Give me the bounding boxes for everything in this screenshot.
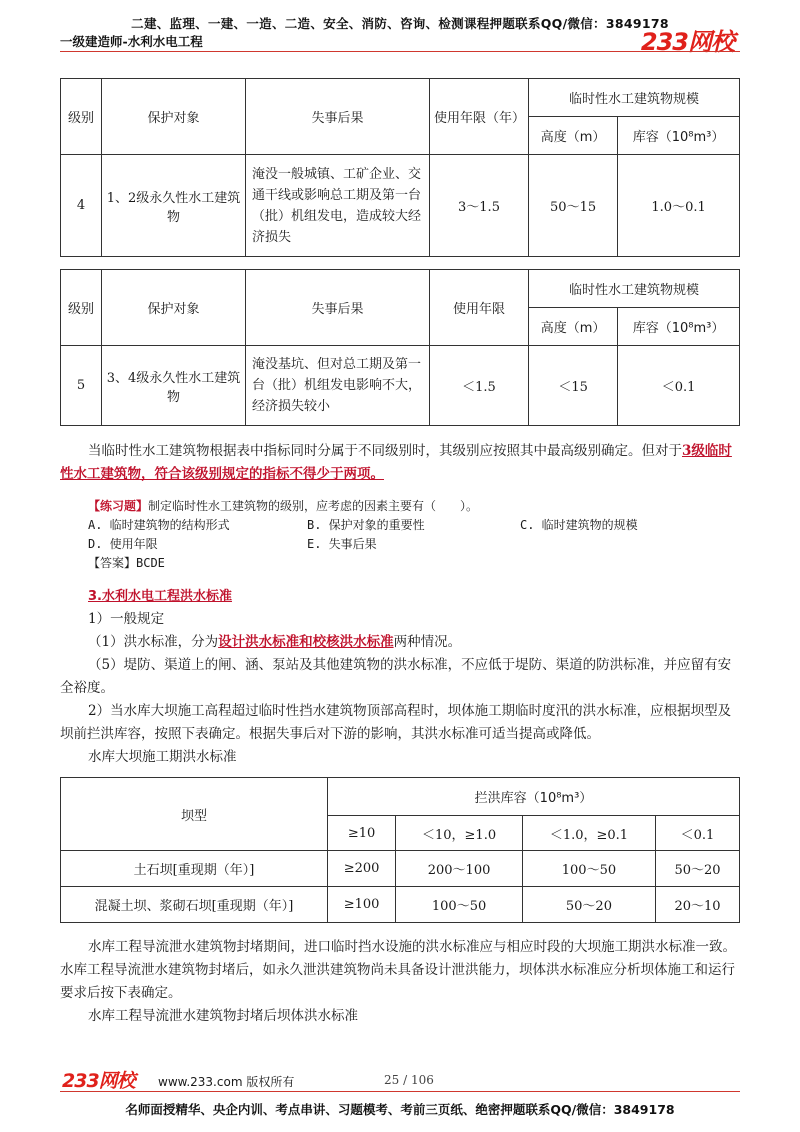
table3-caption: 水库大坝施工期洪水标准 (88, 749, 237, 765)
cell-capacity: 1.0～0.1 (618, 155, 740, 257)
cell-object: 1、2级永久性水工建筑物 (102, 155, 246, 257)
th-consequence: 失事后果 (246, 79, 430, 155)
option-d: D. 使用年限 (88, 537, 158, 551)
flood-standard-paragraph (88, 631, 738, 654)
option-c: C. 临时建筑物的规模 (520, 518, 638, 532)
cell-value: 50～20 (522, 887, 655, 923)
th-level: 级别 (61, 270, 102, 346)
th-object: 保护对象 (102, 270, 246, 346)
flood-standard-end: 两种情况。 (393, 634, 462, 650)
closure-paragraph: 水库工程导流泄水建筑物封堵期间，进口临时挡水设施的洪水标准应与相应时段的大坝施工期洪水标准一致。水库工程导流泄水建筑物封堵后，如永久泄洪建筑物尚未具备设计泄洪能力，坝体洪水标准应分析坝体施工和运行要求后按下表确定。 (60, 939, 736, 1001)
dam-flood-standard-table (60, 777, 740, 923)
th-years: 使用年限 (430, 270, 529, 346)
cell-years: ＜1.5 (430, 346, 529, 426)
level-rule-text: 当临时性水工建筑物根据表中指标同时分属于不同级别时，其级别应按照其中最高级别确定。但对于 (88, 443, 682, 459)
page-number: 25 / 106 (384, 1073, 434, 1087)
section-title: 3.水利水电工程洪水标准 (88, 589, 232, 604)
th-capacity-col: ＜0.1 (655, 816, 739, 851)
th-years: 使用年限（年） (430, 79, 529, 155)
flood-standard-highlight: 设计洪水标准和校核洪水标准 (218, 634, 394, 650)
footer-logo[interactable]: 233网校 (62, 1070, 135, 1092)
cell-height: 50～15 (529, 155, 618, 257)
cell-value: 20～10 (655, 887, 739, 923)
cell-dam-type: 混凝土坝、浆砌石坝[重现期（年）] (61, 887, 328, 923)
cell-dam-type: 土石坝[重现期（年）] (61, 851, 328, 887)
cell-capacity: ＜0.1 (618, 346, 740, 426)
exercise-question-text: 制定临时性水工建筑物的级别，应考虑的因素主要有（ ）。 (148, 499, 479, 513)
th-capacity: 库容（10⁸m³） (618, 308, 740, 346)
th-capacity-col: ＜10，≥1.0 (396, 816, 523, 851)
level-rule-highlight: 3级临时性水工建筑物，符合该级别规定的指标不得少于两项。 (60, 443, 732, 482)
th-scale: 临时性水工建筑物规模 (529, 270, 740, 308)
brand-logo[interactable]: 233网校 (640, 28, 734, 56)
option-e: E. 失事后果 (307, 537, 377, 551)
th-capacity: 库容（10⁸m³） (618, 117, 740, 155)
flood-standard-text: （1）洪水标准，分为 (88, 634, 219, 650)
general-provisions: 1）一般规定 (88, 611, 165, 627)
th-capacity-col: ≥10 (328, 816, 396, 851)
cell-value: ≥100 (328, 887, 396, 923)
th-scale: 临时性水工建筑物规模 (529, 79, 740, 117)
cell-consequence: 淹没一般城镇、工矿企业、交通干线或影响总工期及第一台（批）机组发电，造成较大经济损失 (246, 155, 430, 257)
footer-contact-line: 名师面授精华、央企内训、考点串讲、习题模考、考前三页纸、绝密押题联系QQ/微信：3849178 (125, 1102, 675, 1117)
cell-years: 3～1.5 (430, 155, 529, 257)
footer-copyright: www.233.com 版权所有 (158, 1075, 295, 1089)
cell-consequence: 淹没基坑、但对总工期及第一台（批）机组发电影响不大，经济损失较小 (246, 346, 430, 426)
th-flood-capacity: 拦洪库容（10⁸m³） (328, 778, 740, 816)
th-capacity-col: ＜1.0，≥0.1 (522, 816, 655, 851)
cell-level: 4 (61, 155, 102, 257)
exercise-question (88, 497, 738, 516)
cell-level: 5 (61, 346, 102, 426)
header-contact-line: 二建、监理、一建、一造、二造、安全、消防、咨询、检测课程押题联系QQ/微信：3849178 (131, 16, 669, 31)
th-object: 保护对象 (102, 79, 246, 155)
cell-value: 200～100 (396, 851, 523, 887)
temp-building-table-level-5 (60, 269, 740, 426)
th-consequence: 失事后果 (246, 270, 430, 346)
cell-value: 100～50 (522, 851, 655, 887)
th-height: 高度（m） (529, 308, 618, 346)
cell-value: ≥200 (328, 851, 396, 887)
cell-height: ＜15 (529, 346, 618, 426)
table-row (61, 887, 740, 923)
th-dam-type: 坝型 (61, 778, 328, 851)
table-row (61, 851, 740, 887)
exercise-answer: 【答案】BCDE (88, 556, 165, 570)
th-level: 级别 (61, 79, 102, 155)
footer-divider (60, 1091, 740, 1092)
exercise-tag: 【练习题】 (88, 499, 149, 513)
closure-table-caption: 水库工程导流泄水建筑物封堵后坝体洪水标准 (88, 1008, 358, 1024)
cell-object: 3、4级永久性水工建筑物 (102, 346, 246, 426)
level-rule-paragraph (60, 440, 740, 486)
th-height: 高度（m） (529, 117, 618, 155)
header-divider (60, 51, 740, 52)
option-a: A. 临时建筑物的结构形式 (88, 518, 230, 532)
cell-value: 50～20 (655, 851, 739, 887)
embankment-paragraph: （5）堤防、渠道上的闸、涵、泵站及其他建筑物的洪水标准，不应低于堤防、渠道的防洪标准，并应留有安全裕度。 (60, 657, 732, 696)
dam-construction-paragraph: 2）当水库大坝施工高程超过临时性挡水建筑物顶部高程时，坝体施工期临时度汛的洪水标准，应根据坝型及坝前拦洪库容，按照下表确定。根据失事后对下游的影响，其洪水标准可适当提高或降低。 (60, 703, 732, 742)
temp-building-table-level-4 (60, 78, 740, 257)
document-subtitle: 一级建造师-水利水电工程 (60, 34, 203, 49)
option-b: B. 保护对象的重要性 (307, 518, 425, 532)
cell-value: 100～50 (396, 887, 523, 923)
